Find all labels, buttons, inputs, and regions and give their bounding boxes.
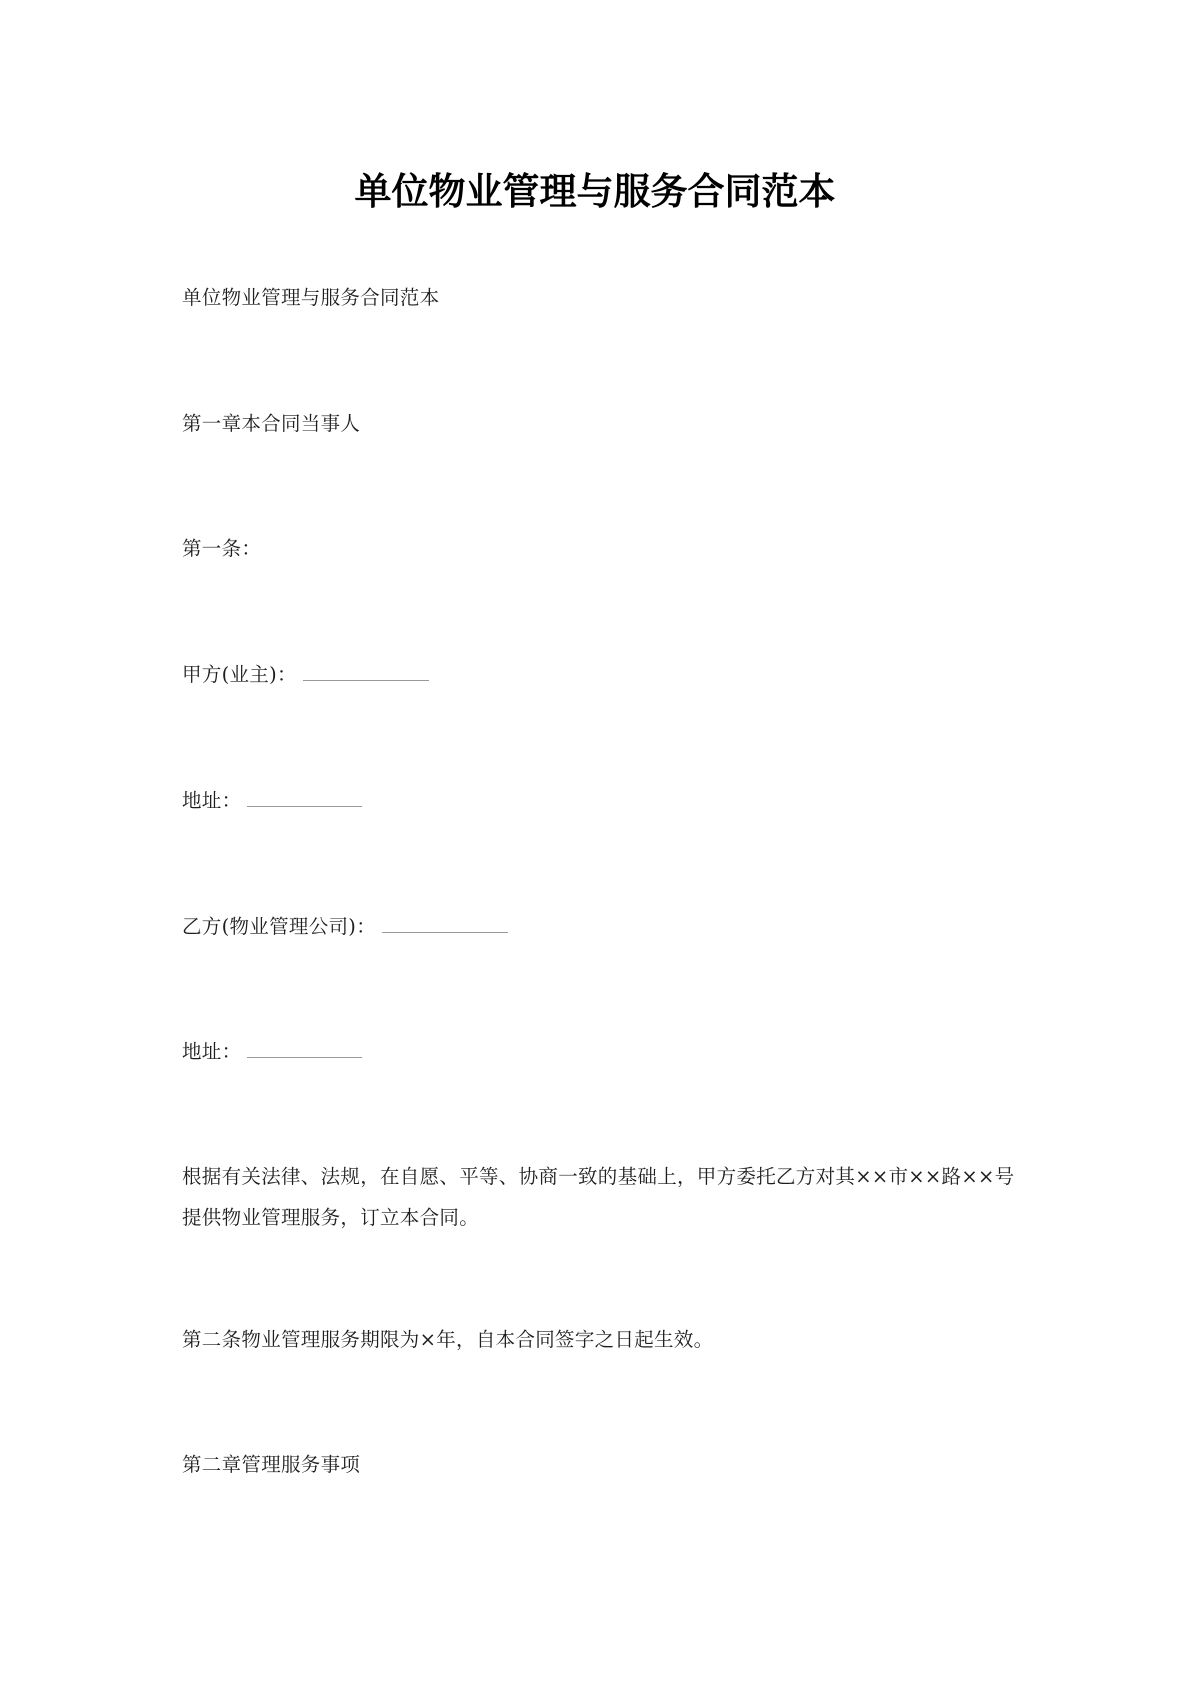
party-a-address-line xyxy=(182,780,1022,821)
party-b-label: 乙方(物业管理公司)： xyxy=(182,915,377,938)
party-b-line xyxy=(182,906,1022,947)
article-2-paragraph: 第二条物业管理服务期限为×年，自本合同签字之日起生效。 xyxy=(182,1328,714,1351)
article-1-heading: 第一条： xyxy=(182,537,262,560)
subtitle-paragraph: 单位物业管理与服务合同范本 xyxy=(182,286,440,309)
party-a-line xyxy=(182,654,1022,695)
party-a-address-label: 地址： xyxy=(182,789,242,812)
party-a-blank-field[interactable] xyxy=(303,662,429,681)
chapter-1-heading: 第一章本合同当事人 xyxy=(182,412,361,435)
document-title: 单位物业管理与服务合同范本 xyxy=(354,169,836,213)
party-b-blank-field[interactable] xyxy=(382,914,508,933)
chapter-2-heading: 第二章管理服务事项 xyxy=(182,1453,361,1476)
preamble-paragraph: 根据有关法律、法规，在自愿、平等、协商一致的基础上，甲方委托乙方对其××市××路××号提供物业管理服务，订立本合同。 xyxy=(182,1165,1015,1229)
party-a-address-blank-field[interactable] xyxy=(247,788,362,807)
party-b-address-line xyxy=(182,1031,1022,1072)
party-b-address-label: 地址： xyxy=(182,1040,242,1063)
party-b-address-blank-field[interactable] xyxy=(247,1039,362,1058)
party-a-label: 甲方(业主)： xyxy=(182,663,297,686)
